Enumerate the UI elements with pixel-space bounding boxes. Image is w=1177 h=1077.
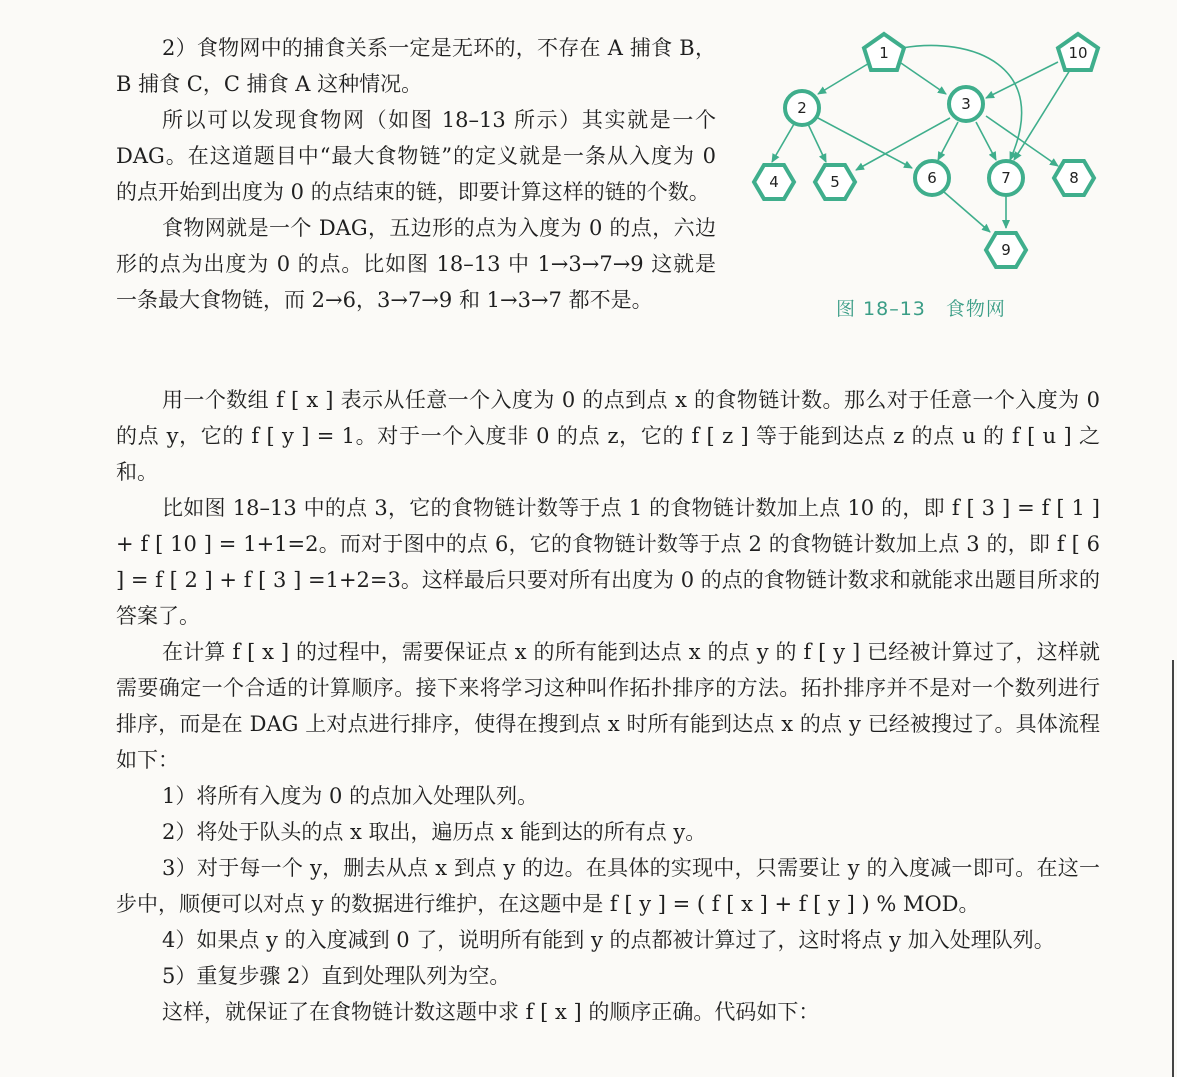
node-2 [785,91,819,125]
food-web-graph [732,26,1112,336]
edge-2-5 [808,124,826,162]
edge-2-4 [772,124,794,162]
edge-1-2 [818,62,871,94]
node-4-label: 4 [769,173,779,191]
node-1-label: 1 [879,44,889,62]
node-7-label: 7 [1001,169,1011,187]
figure-caption: 图 18–13 食物网 [836,298,1006,320]
edge-2-6 [818,118,912,168]
node-4 [754,165,794,199]
paragraph-food-web-example: 食物网就是一个 DAG，五边形的点为入度为 0 的点，六边形的点为出度为 0 的点。比如图 18–13 中 1→3→7→9 这就是一条最大食物链，而 2→6，3→7→9 和 1→3→7 都不是。 [116,216,716,312]
node-8-label: 8 [1069,169,1079,187]
edge-3-7 [976,122,996,160]
step-3: 3）对于每一个 y，删去从点 x 到点 y 的边。在具体的实现中，只需要让 y 的入度减一即可。在这一步中，顺便可以对点 y 的数据进行维护，在这题中是 f [ y ] = ( f [ x ] + f [ y ] ) % MOD。 [116,856,1100,916]
edge-3-6 [938,122,958,160]
food-web-figure [732,26,1112,336]
page-edge-line [1172,660,1174,1077]
node-10-label: 10 [1068,44,1088,62]
step-4: 4）如果点 y 的入度减到 0 了，说明所有能到 y 的点都被计算过了，这时将点 y 加入处理队列。 [162,928,1055,952]
node-3 [949,87,983,121]
edge-3-8 [986,116,1058,166]
node-3-label: 3 [961,95,971,113]
node-7 [989,161,1023,195]
node-6 [915,161,949,195]
left-text-column [116,30,716,318]
step-2: 2）将处于队头的点 x 取出，遍历点 x 能到达的所有点 y。 [162,820,707,844]
full-text-column [116,382,1100,1030]
edge-1-3 [898,61,946,94]
node-1 [864,34,904,70]
node-9-label: 9 [1001,241,1011,259]
node-5-label: 5 [830,173,840,191]
edge-10-3 [986,62,1058,98]
node-9 [986,233,1026,267]
node-10 [1058,34,1098,70]
paragraph-no-cycle: 2）食物网中的捕食关系一定是无环的，不存在 A 捕食 B，B 捕食 C，C 捕食 A 这种情况。 [116,36,716,96]
paragraph-example-calculation: 比如图 18–13 中的点 3，它的食物链计数等于点 1 的食物链计数加上点 10 的，即 f [ 3 ] = f [ 1 ] + f [ 10 ] = 1+1=2。而对于图中的点 6，它的食物链计数等于点 2 的食物链计数加上点 3 的，即 f [ 6 ] = f [ 2 ] + f [ 3 ] =1+2=3。这样最后只要对所有出度为 0 的点的食物链计数求和就能求出题目所求的答案了。 [116,496,1100,628]
paragraph-array-definition: 用一个数组 f [ x ] 表示从任意一个入度为 0 的点到点 x 的食物链计数。那么对于任意一个入度为 0 的点 y，它的 f [ y ] = 1。对于一个入度非 0 的点 z，它的 f [ z ] 等于能到达点 z 的点 u 的 f [ u ] 之和。 [116,388,1100,484]
node-5 [815,165,855,199]
closing-sentence: 这样，就保证了在食物链计数这题中求 f [ x ] 的顺序正确。代码如下： [162,1000,820,1024]
step-5: 5）重复步骤 2）直到处理队列为空。 [162,964,511,988]
node-2-label: 2 [797,99,807,117]
node-8 [1054,161,1094,195]
step-1: 1）将所有入度为 0 的点加入处理队列。 [162,784,539,808]
node-6-label: 6 [927,169,937,187]
paragraph-topological-sort-intro: 在计算 f [ x ] 的过程中，需要保证点 x 的所有能到达点 x 的点 y 的 f [ y ] 已经被计算过了，这样就需要确定一个合适的计算顺序。接下来将学习这种叫作拓扑排序的方法。拓扑排序并不是对一个数列进行排序，而是在 DAG 上对点进行排序，使得在搜到点 x 时所有能到达点 x 的点 y 已经被搜过了。具体流程如下： [116,640,1100,772]
paragraph-dag-definition: 所以可以发现食物网（如图 18–13 所示）其实就是一个 DAG。在这道题目中“最大食物链”的定义就是一条从入度为 0 的点开始到出度为 0 的点结束的链，即要计算这样的链的个数。 [116,108,716,204]
edge-6-9 [944,192,990,232]
